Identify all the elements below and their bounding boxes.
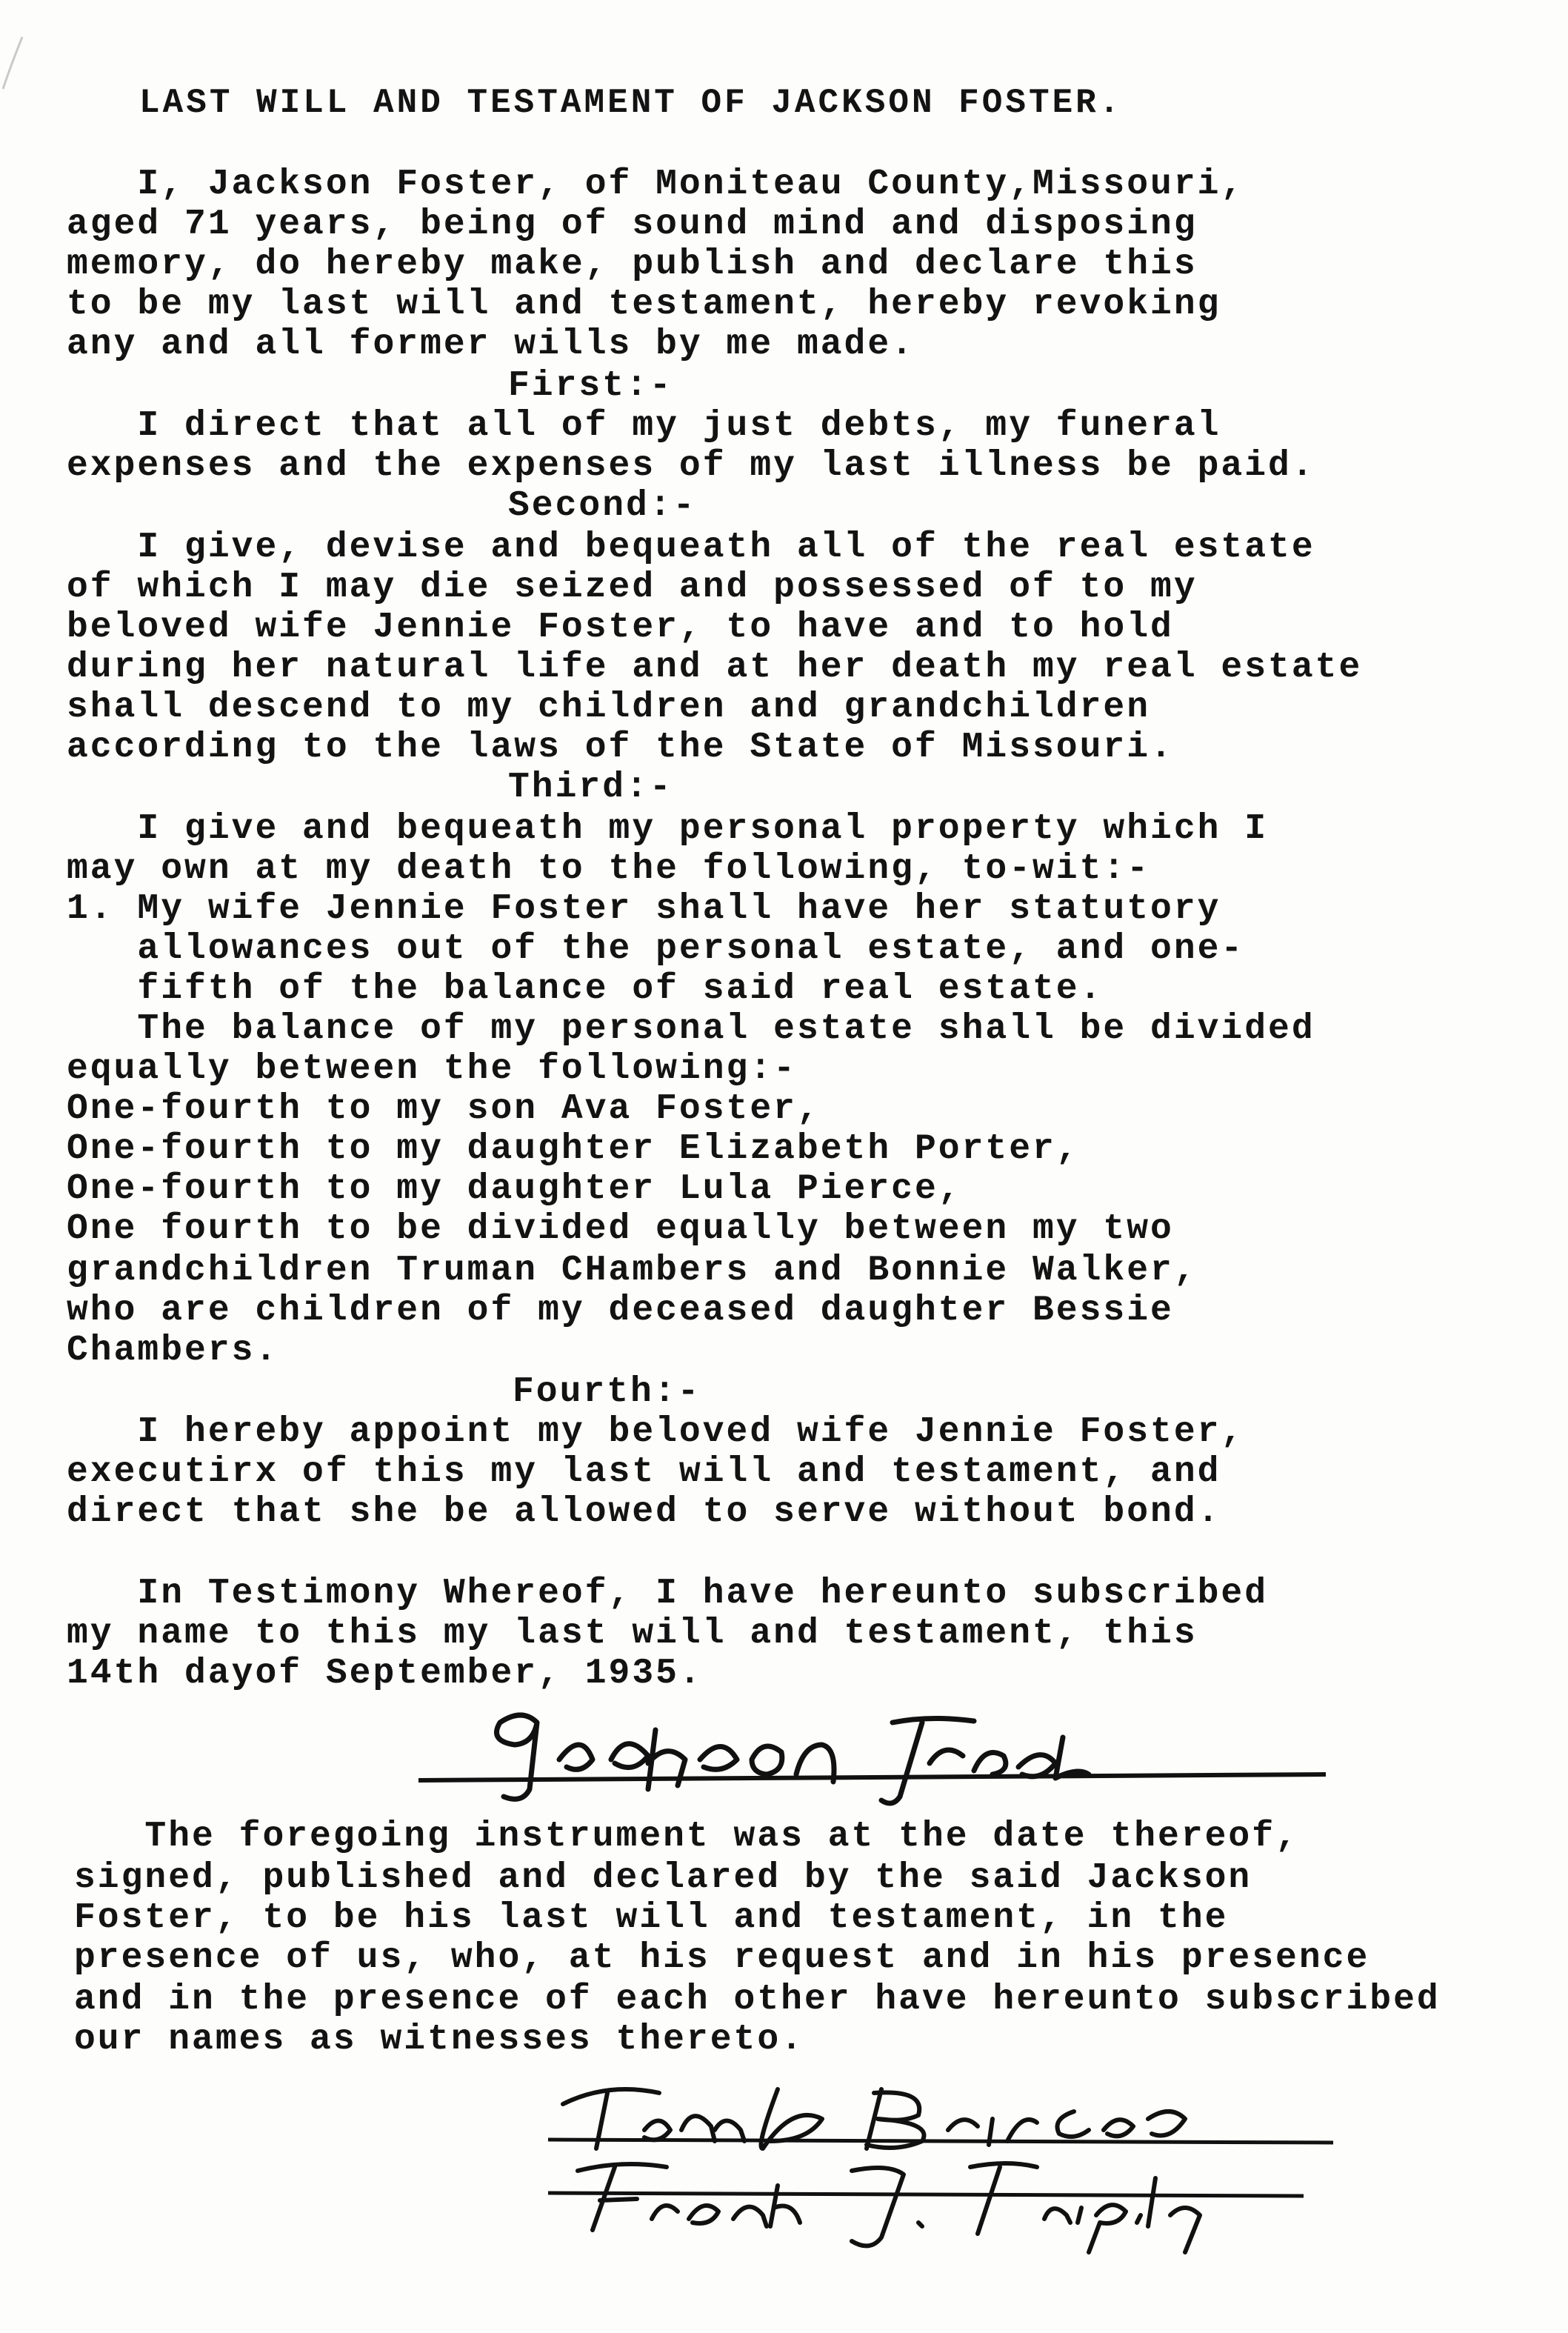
section-heading-first: First:- xyxy=(508,366,673,406)
first-line: expenses and the expenses of my last illness be paid. xyxy=(67,446,1315,486)
third-line: I give and bequeath my personal property which I xyxy=(67,809,1269,849)
attestation-line: presence of us, who, at his request and in his presence xyxy=(74,1938,1370,1978)
testator-signature xyxy=(411,1700,1337,1811)
fourth-line: direct that she be allowed to serve without bond. xyxy=(67,1492,1221,1532)
preamble-line: I, Jackson Foster, of Moniteau County,Missouri, xyxy=(67,164,1245,204)
second-line: during her natural life and at her death my real estate xyxy=(67,648,1363,688)
attestation-line: The foregoing instrument was at the date thereof, xyxy=(74,1817,1299,1857)
attestation-line: our names as witnesses thereto. xyxy=(74,2020,804,2060)
third-line: The balance of my personal estate shall be divided xyxy=(67,1009,1315,1049)
section-heading-third: Third:- xyxy=(508,768,673,808)
second-line: shall descend to my children and grandchildren xyxy=(67,688,1151,728)
section-heading-fourth: Fourth:- xyxy=(513,1372,701,1412)
preamble-line: memory, do hereby make, publish and declare this xyxy=(67,244,1198,284)
second-line: beloved wife Jennie Foster, to have and to hold xyxy=(67,608,1174,648)
document-title: LAST WILL AND TESTAMENT OF JACKSON FOSTER. xyxy=(139,84,1123,122)
third-line: One fourth to be divided equally between my two xyxy=(67,1209,1174,1249)
first-line: I direct that all of my just debts, my funeral xyxy=(67,406,1221,446)
third-line: 1. My wife Jennie Foster shall have her statutory xyxy=(67,889,1221,929)
witness-signature-1 xyxy=(533,2060,1348,2163)
testimony-line: my name to this my last will and testament, this xyxy=(67,1614,1198,1654)
preamble-line: to be my last will and testament, hereby revoking xyxy=(67,284,1221,325)
preamble-line: aged 71 years, being of sound mind and disposing xyxy=(67,204,1198,244)
preamble-line: any and all former wills by me made. xyxy=(67,325,915,365)
second-line: I give, devise and bequeath all of the real estate xyxy=(67,527,1315,568)
testimony-line: 14th dayof September, 1935. xyxy=(67,1654,703,1694)
attestation-line: signed, published and declared by the said Jackson xyxy=(74,1858,1252,1898)
second-line: of which I may die seized and possessed of to my xyxy=(67,568,1198,608)
third-line: grandchildren Truman CHambers and Bonnie Walker, xyxy=(67,1251,1198,1291)
third-line: fifth of the balance of said real estate. xyxy=(67,969,1104,1009)
third-line: who are children of my deceased daughter Bessie xyxy=(67,1291,1174,1331)
third-line: equally between the following:- xyxy=(67,1049,797,1089)
attestation-line: and in the presence of each other have hereunto subscribed xyxy=(74,1980,1441,2020)
third-line: allowances out of the personal estate, and one- xyxy=(67,929,1245,969)
third-line: Chambers. xyxy=(67,1331,279,1371)
third-line: One-fourth to my daughter Elizabeth Porter, xyxy=(67,1129,1080,1169)
witness-signature-2 xyxy=(533,2149,1348,2260)
attestation-line: Foster, to be his last will and testament, in the xyxy=(74,1898,1229,1938)
testimony-line: In Testimony Whereof, I have hereunto subscribed xyxy=(67,1574,1269,1614)
third-line: may own at my death to the following, to-wit:- xyxy=(67,849,1151,889)
third-line: One-fourth to my son Ava Foster, xyxy=(67,1089,821,1129)
scan-edge-mark xyxy=(0,30,30,96)
section-heading-second: Second:- xyxy=(508,486,697,526)
fourth-line: executirx of this my last will and testament, and xyxy=(67,1452,1221,1492)
third-line: One-fourth to my daughter Lula Pierce, xyxy=(67,1169,962,1209)
second-line: according to the laws of the State of Missouri. xyxy=(67,728,1174,768)
fourth-line: I hereby appoint my beloved wife Jennie Foster, xyxy=(67,1412,1245,1452)
